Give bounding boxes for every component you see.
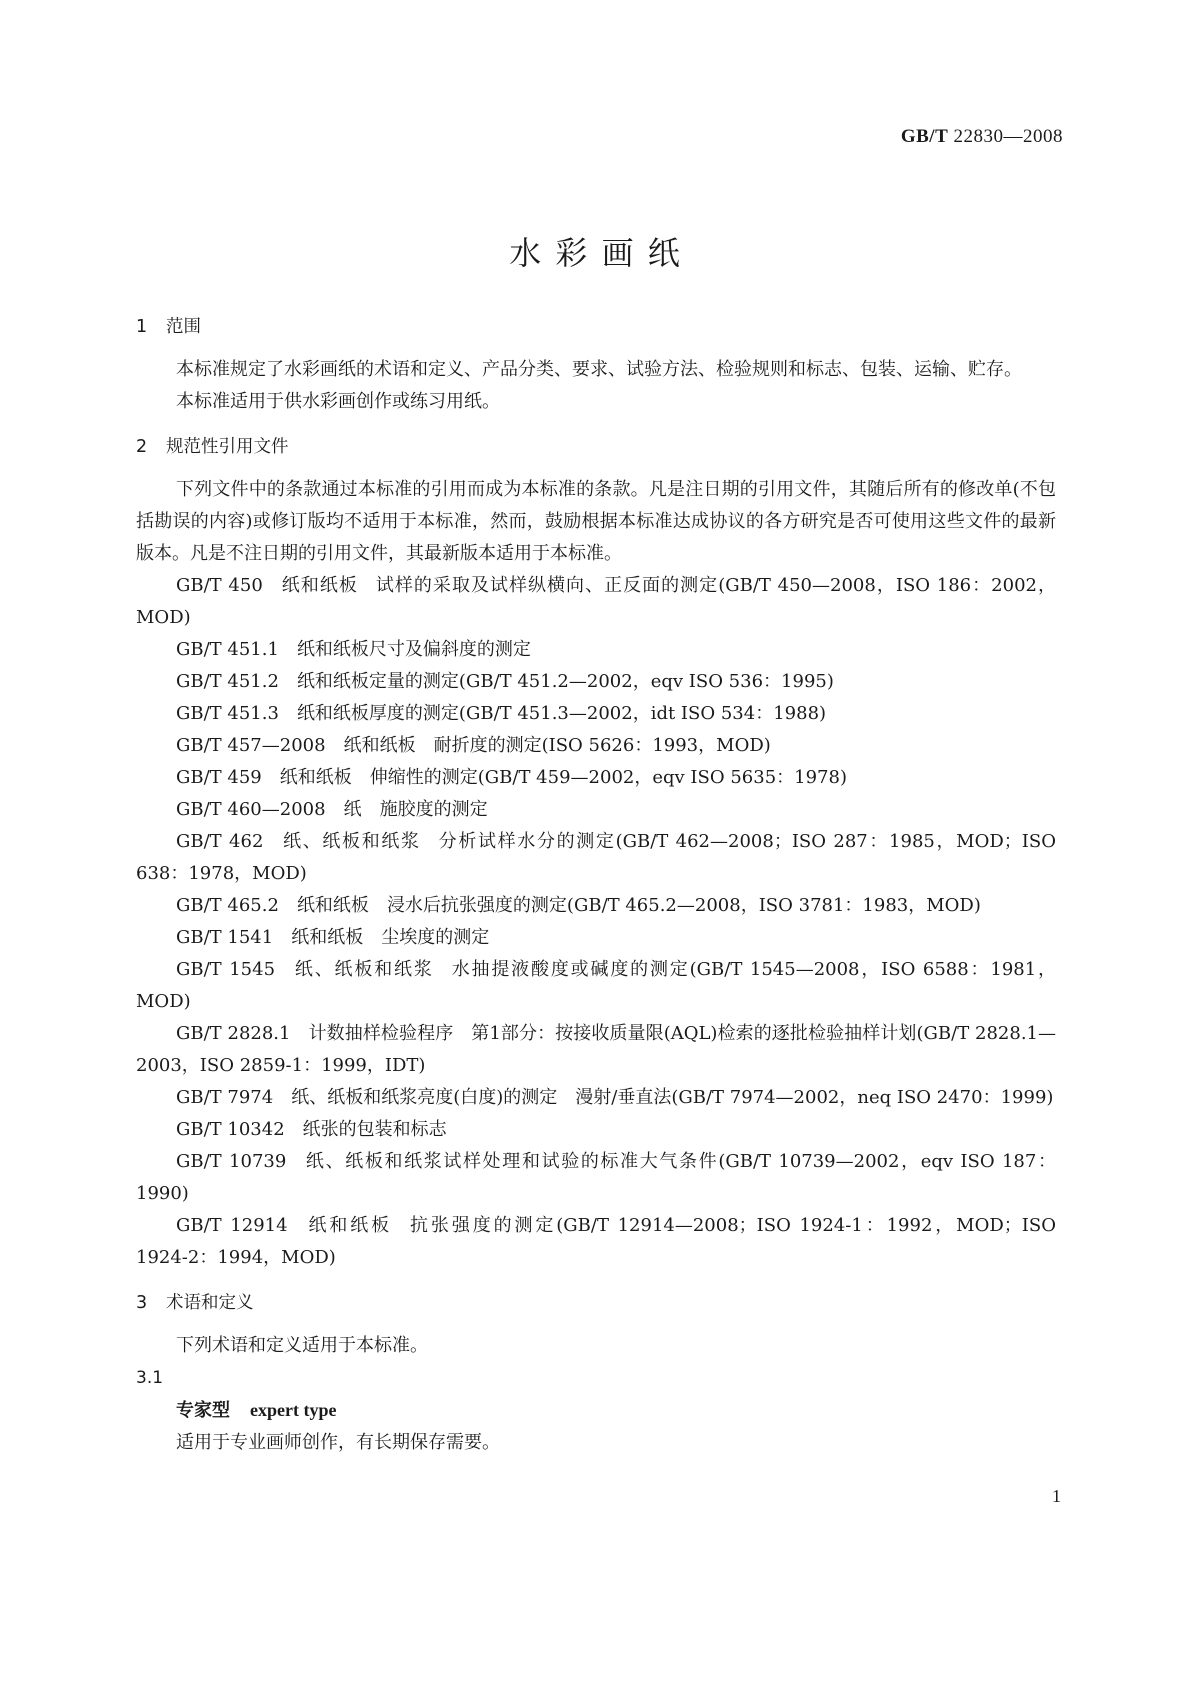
reference-item [136, 762, 1056, 794]
section-1-heading [136, 310, 1056, 344]
ref-desc: 施胶度的测定 [379, 799, 488, 820]
ref-name: 纸和纸板 [305, 1215, 393, 1236]
reference-item [136, 634, 1056, 666]
ref-code: GB/T 459 [176, 767, 262, 788]
ref-code: GB/T 1541 [176, 927, 274, 948]
reference-item [136, 698, 1056, 730]
reference-item [136, 890, 1056, 922]
document-title: 水 彩 画 纸 [509, 234, 682, 272]
ref-name: 纸 [343, 799, 362, 820]
section-number: 2 [136, 437, 148, 457]
standard-number [901, 126, 1063, 148]
ref-code: GB/T 451.1 [176, 639, 279, 660]
ref-code: GB/T 460—2008 [176, 799, 326, 820]
ref-name: 纸、纸板和纸浆 [293, 959, 434, 980]
ref-desc: 第1部分：按接收质量限(AQL)检索的逐批检验抽样计划(GB/T 2828.1—2003，ISO 2859-1：1999，IDT) [136, 1023, 1057, 1076]
reference-item [136, 1210, 1056, 1274]
reference-item [136, 666, 1056, 698]
term-name-en: expert type [250, 1400, 337, 1420]
ref-name: 纸和纸板 [343, 735, 416, 756]
standard-prefix: GB/T [900, 126, 949, 147]
terms-intro: 下列术语和定义适用于本标准。 [176, 1335, 428, 1356]
section-title: 范围 [166, 317, 201, 337]
section-title: 术语和定义 [166, 1293, 254, 1313]
ref-code: GB/T 450 [176, 575, 263, 596]
reference-item [136, 1082, 1056, 1114]
ref-code: GB/T 7974 [176, 1087, 274, 1108]
ref-desc: 试样的采取及试样纵横向、正反面的测定(GB/T 450—2008，ISO 186：2002，MOD) [136, 575, 1056, 628]
ref-name: 纸和纸板 [291, 927, 364, 948]
ref-name: 纸和纸板 [296, 895, 369, 916]
ref-desc: 漫射/垂直法(GB/T 7974—2002，neq ISO 2470：1999) [575, 1087, 1054, 1108]
reference-item [136, 794, 1056, 826]
ref-desc: 纸和纸板厚度的测定(GB/T 451.3—2002，idt ISO 534：1988) [296, 703, 827, 724]
ref-code: GB/T 465.2 [176, 895, 279, 916]
references-intro: 下列文件中的条款通过本标准的引用而成为本标准的条款。凡是注日期的引用文件，其随后所有的修改单(不包括勘误的内容)或修订版均不适用于本标准，然而，鼓励根据本标准达成协议的各方研究是否可使用这些文件的最新版本。凡是不注日期的引用文件，其最新版本适用于本标准。 [136, 479, 1056, 564]
ref-code: GB/T 12914 [176, 1215, 288, 1236]
standard-code: 22830—2008 [953, 126, 1063, 147]
scope-paragraph-1: 本标准规定了水彩画纸的术语和定义、产品分类、要求、试验方法、检验规则和标志、包装、运输、贮存。 [176, 359, 1022, 380]
scope-paragraph-2: 本标准适用于供水彩画创作或练习用纸。 [176, 391, 500, 412]
page-number: 1 [1052, 1486, 1061, 1506]
ref-code: GB/T 451.2 [176, 671, 279, 692]
ref-name: 纸、纸板和纸浆亮度(白度)的测定 [291, 1087, 558, 1108]
ref-desc: 纸和纸板定量的测定(GB/T 451.2—2002，eqv ISO 536：1995) [296, 671, 834, 692]
ref-name: 计数抽样检验程序 [308, 1023, 454, 1044]
document-body [136, 310, 1056, 1459]
ref-desc: 浸水后抗张强度的测定(GB/T 465.2—2008，ISO 3781：1983，MOD) [386, 895, 981, 916]
term-definition: 适用于专业画师创作，有长期保存需要。 [176, 1432, 500, 1453]
ref-code: GB/T 10342 [176, 1119, 285, 1140]
section-2-heading [136, 430, 1056, 464]
ref-desc: 纸、纸板和纸浆试样处理和试验的标准大气条件(GB/T 10739—2002，eqv ISO 187：1990) [136, 1151, 1056, 1204]
ref-desc: 伸缩性的测定(GB/T 459—2002，eqv ISO 5635：1978) [369, 767, 847, 788]
term-name [136, 1394, 1056, 1427]
ref-code: GB/T 457—2008 [176, 735, 326, 756]
reference-item [136, 1146, 1056, 1210]
ref-code: GB/T 462 [176, 831, 264, 852]
reference-item [136, 1018, 1056, 1082]
term-name-cn: 专家型 [176, 1400, 230, 1421]
ref-desc: 耐折度的测定(ISO 5626：1993，MOD) [433, 735, 771, 756]
section-3-heading [136, 1286, 1056, 1320]
ref-desc: 水抽提液酸度或碱度的测定(GB/T 1545—2008，ISO 6588：1981，MOD) [136, 959, 1057, 1012]
ref-code: GB/T 2828.1 [176, 1023, 291, 1044]
reference-item [136, 954, 1056, 1018]
reference-item [136, 1114, 1056, 1146]
ref-desc: 分析试样水分的测定(GB/T 462—2008；ISO 287：1985，MOD；ISO 638：1978，MOD) [136, 831, 1056, 884]
section-number: 1 [136, 317, 148, 337]
reference-item [136, 570, 1056, 634]
term-number: 3.1 [136, 1368, 164, 1388]
ref-desc: 纸张的包装和标志 [302, 1119, 447, 1140]
ref-code: GB/T 10739 [176, 1151, 287, 1172]
reference-item [136, 826, 1056, 890]
section-title: 规范性引用文件 [166, 437, 289, 457]
ref-desc: 纸和纸板尺寸及偏斜度的测定 [296, 639, 531, 660]
ref-desc: 尘埃度的测定 [381, 927, 490, 948]
reference-item [136, 922, 1056, 954]
reference-item [136, 730, 1056, 762]
ref-name: 纸、纸板和纸浆 [281, 831, 421, 852]
ref-code: GB/T 451.3 [176, 703, 279, 724]
ref-desc: 抗张强度的测定(GB/T 12914—2008；ISO 1924-1：1992，MOD；ISO 1924-2：1994，MOD) [136, 1215, 1056, 1268]
ref-name: 纸和纸板 [279, 767, 352, 788]
ref-code: GB/T 1545 [176, 959, 276, 980]
section-number: 3 [136, 1293, 148, 1313]
ref-name: 纸和纸板 [280, 575, 358, 596]
